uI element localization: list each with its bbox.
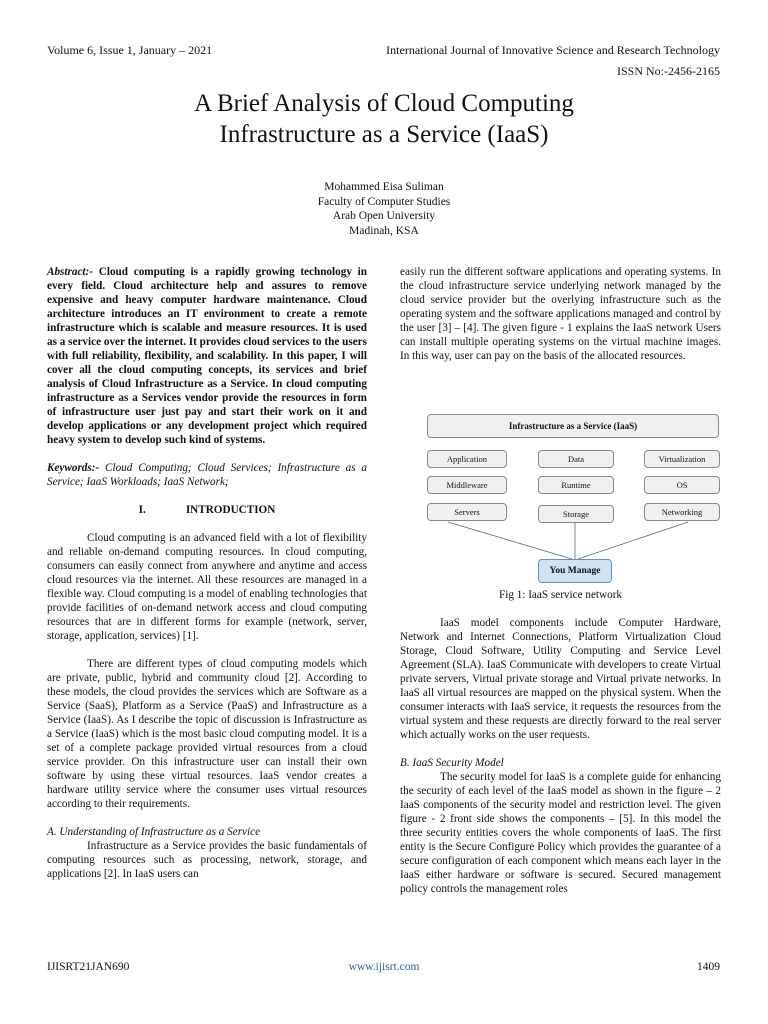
issn: ISSN No:-2456-2165 (616, 64, 720, 78)
abstract-label: Abstract:- (47, 266, 93, 278)
keywords (47, 461, 367, 489)
diagram-title-box: Infrastructure as a Service (IaaS) (427, 414, 719, 438)
iaas-diagram (400, 412, 720, 588)
right-column-top (400, 265, 721, 363)
right-column-bottom (400, 616, 721, 896)
title-line-2: Infrastructure as a Service (IaaS) (219, 121, 549, 148)
footer-page-number: 1409 (697, 961, 720, 973)
author-faculty: Faculty of Computer Studies (317, 195, 451, 208)
box-os: OS (644, 476, 720, 494)
footer-website[interactable]: www.ijisrt.com (348, 961, 420, 973)
abstract-text: Cloud computing is a rapidly growing technology in every field. Cloud architecture help and assures to remove expensive and heavy computer hardware maintenance. Cloud architecture introduces an IT environment to create a remote infrastructure which is scalable and measure resources. It is used as a service over the internet. It provides cloud services to the users with full reliability, flexibility, and scalability. In this paper, I will cover all the cloud computing concepts, its services and brief analysis of Cloud Infrastructure as a Service. In cloud computing infrastructure as a Services vendor provide the resources in form of infrastructure user just pay and start their work on it and develop applications or any development project which required heavy system to develop such kind of systems. (47, 266, 367, 446)
box-virtualization: Virtualization (644, 450, 720, 468)
journal-volume: Volume 6, Issue 1, January – 2021 (47, 43, 213, 57)
paper-title (0, 88, 768, 150)
intro-paragraph-1: Cloud computing is an advanced field with a lot of flexibility and reliable on-demand computing resources. In cloud computing, consumers can easily connect from anywhere and anytime and access cloud resources via the internet. All these resources are managed in a flexible way. Cloud computing is a model of enabling technologies that provide facilities of on-demand network access and cloud computing resources that are in different forms for example (network, server, storage, application, services) [1]. (47, 532, 367, 642)
box-servers: Servers (427, 503, 507, 521)
box-runtime: Runtime (538, 476, 614, 494)
keywords-text: Cloud Computing; Cloud Services; Infrastructure as a Service; IaaS Workloads; IaaS Network; (47, 462, 367, 488)
author-block (0, 180, 768, 238)
box-application: Application (427, 450, 507, 468)
author-university: Arab Open University (332, 210, 436, 222)
left-column (47, 265, 367, 881)
journal-name: International Journal of Innovative Science and Research Technology (386, 43, 720, 57)
box-data: Data (538, 450, 614, 468)
box-networking: Networking (644, 503, 720, 521)
right-paragraph-3: The security model for IaaS is a complete guide for enhancing the security of each level of the IaaS model as shown in the figure – 2 IaaS components of the security model and restriction level. The given figure - 2 front side shows the components – [5]. In this model the three security entities covers the whole components of IaaS. The first entity is the Secure Configure Policy which provides the guarantee of a secure configuration of each component which means each layer in the IaaS either hardware or software is secured. Secured management policy controls the management roles (400, 771, 721, 895)
intro-heading-text: INTRODUCTION (185, 504, 276, 516)
box-storage: Storage (538, 505, 614, 523)
footer-paper-id: IJISRT21JAN690 (47, 961, 130, 973)
box-you-manage: You Manage (538, 559, 612, 583)
intro-heading (47, 503, 367, 517)
section-a-paragraph: Infrastructure as a Service provides the basic fundamentals of computing resources such as processing, network, storage, and applications [2]. In IaaS users can (47, 840, 367, 880)
right-paragraph-2: IaaS model components include Computer Hardware, Network and Internet Connections, Platform Virtualization Cloud Storage, Cloud Software, Utility Computing and Service Level Agreement (SLA). IaaS Communicate with developers to create Virtual private servers, Virtual private storage and Virtual private networks. In IaaS all virtual resources are mapped on the physical system. When the consumer interacts with IaaS service, it requests the resources from the virtual system and these requests are directly forward to the real server which actually works on the user requests. (400, 617, 721, 741)
abstract (47, 265, 367, 447)
author-name: Mohammed Eisa Suliman (324, 181, 444, 193)
box-middleware: Middleware (427, 476, 507, 494)
author-location: Madinah, KSA (349, 224, 419, 237)
section-a-heading: A. Understanding of Infrastructure as a Service (47, 826, 261, 838)
right-paragraph-1: easily run the different software applications and operating systems. In the cloud infrastructure service underlying network managed by the cloud service provider but the overlying infrastructure such as the operating system and the software applications managed and control by the user [3] – [4]. The given figure - 1 explains the IaaS network Users can install multiple operating systems on the virtual machine images. In this way, user can pay on the basis of the allocated resources. (400, 266, 721, 362)
title-line-1: A Brief Analysis of Cloud Computing (194, 90, 574, 117)
figure-caption: Fig 1: IaaS service network (498, 589, 623, 601)
intro-number: I. (138, 504, 146, 516)
section-b-heading: B. IaaS Security Model (400, 757, 504, 769)
intro-paragraph-2: There are different types of cloud computing models which are private, public, hybrid and community cloud [2]. According to these models, the cloud provides the services which are Software as a Service (SaaS), Platform as a Service (PaaS) and Infrastructure as a Service (IaaS). As I describe the topic of discussion is Infrastructure as a Service (IaaS) which is the most basic cloud computing model. It is a set of a complete package provided virtual resources from a cloud service provider. On this infrastructure user can install their own software by using these virtual resources. IaaS vendor creates a hardware utility service where the consumer uses virtual resources according to their requirements. (47, 658, 367, 810)
keywords-label: Keywords:- (47, 462, 100, 474)
